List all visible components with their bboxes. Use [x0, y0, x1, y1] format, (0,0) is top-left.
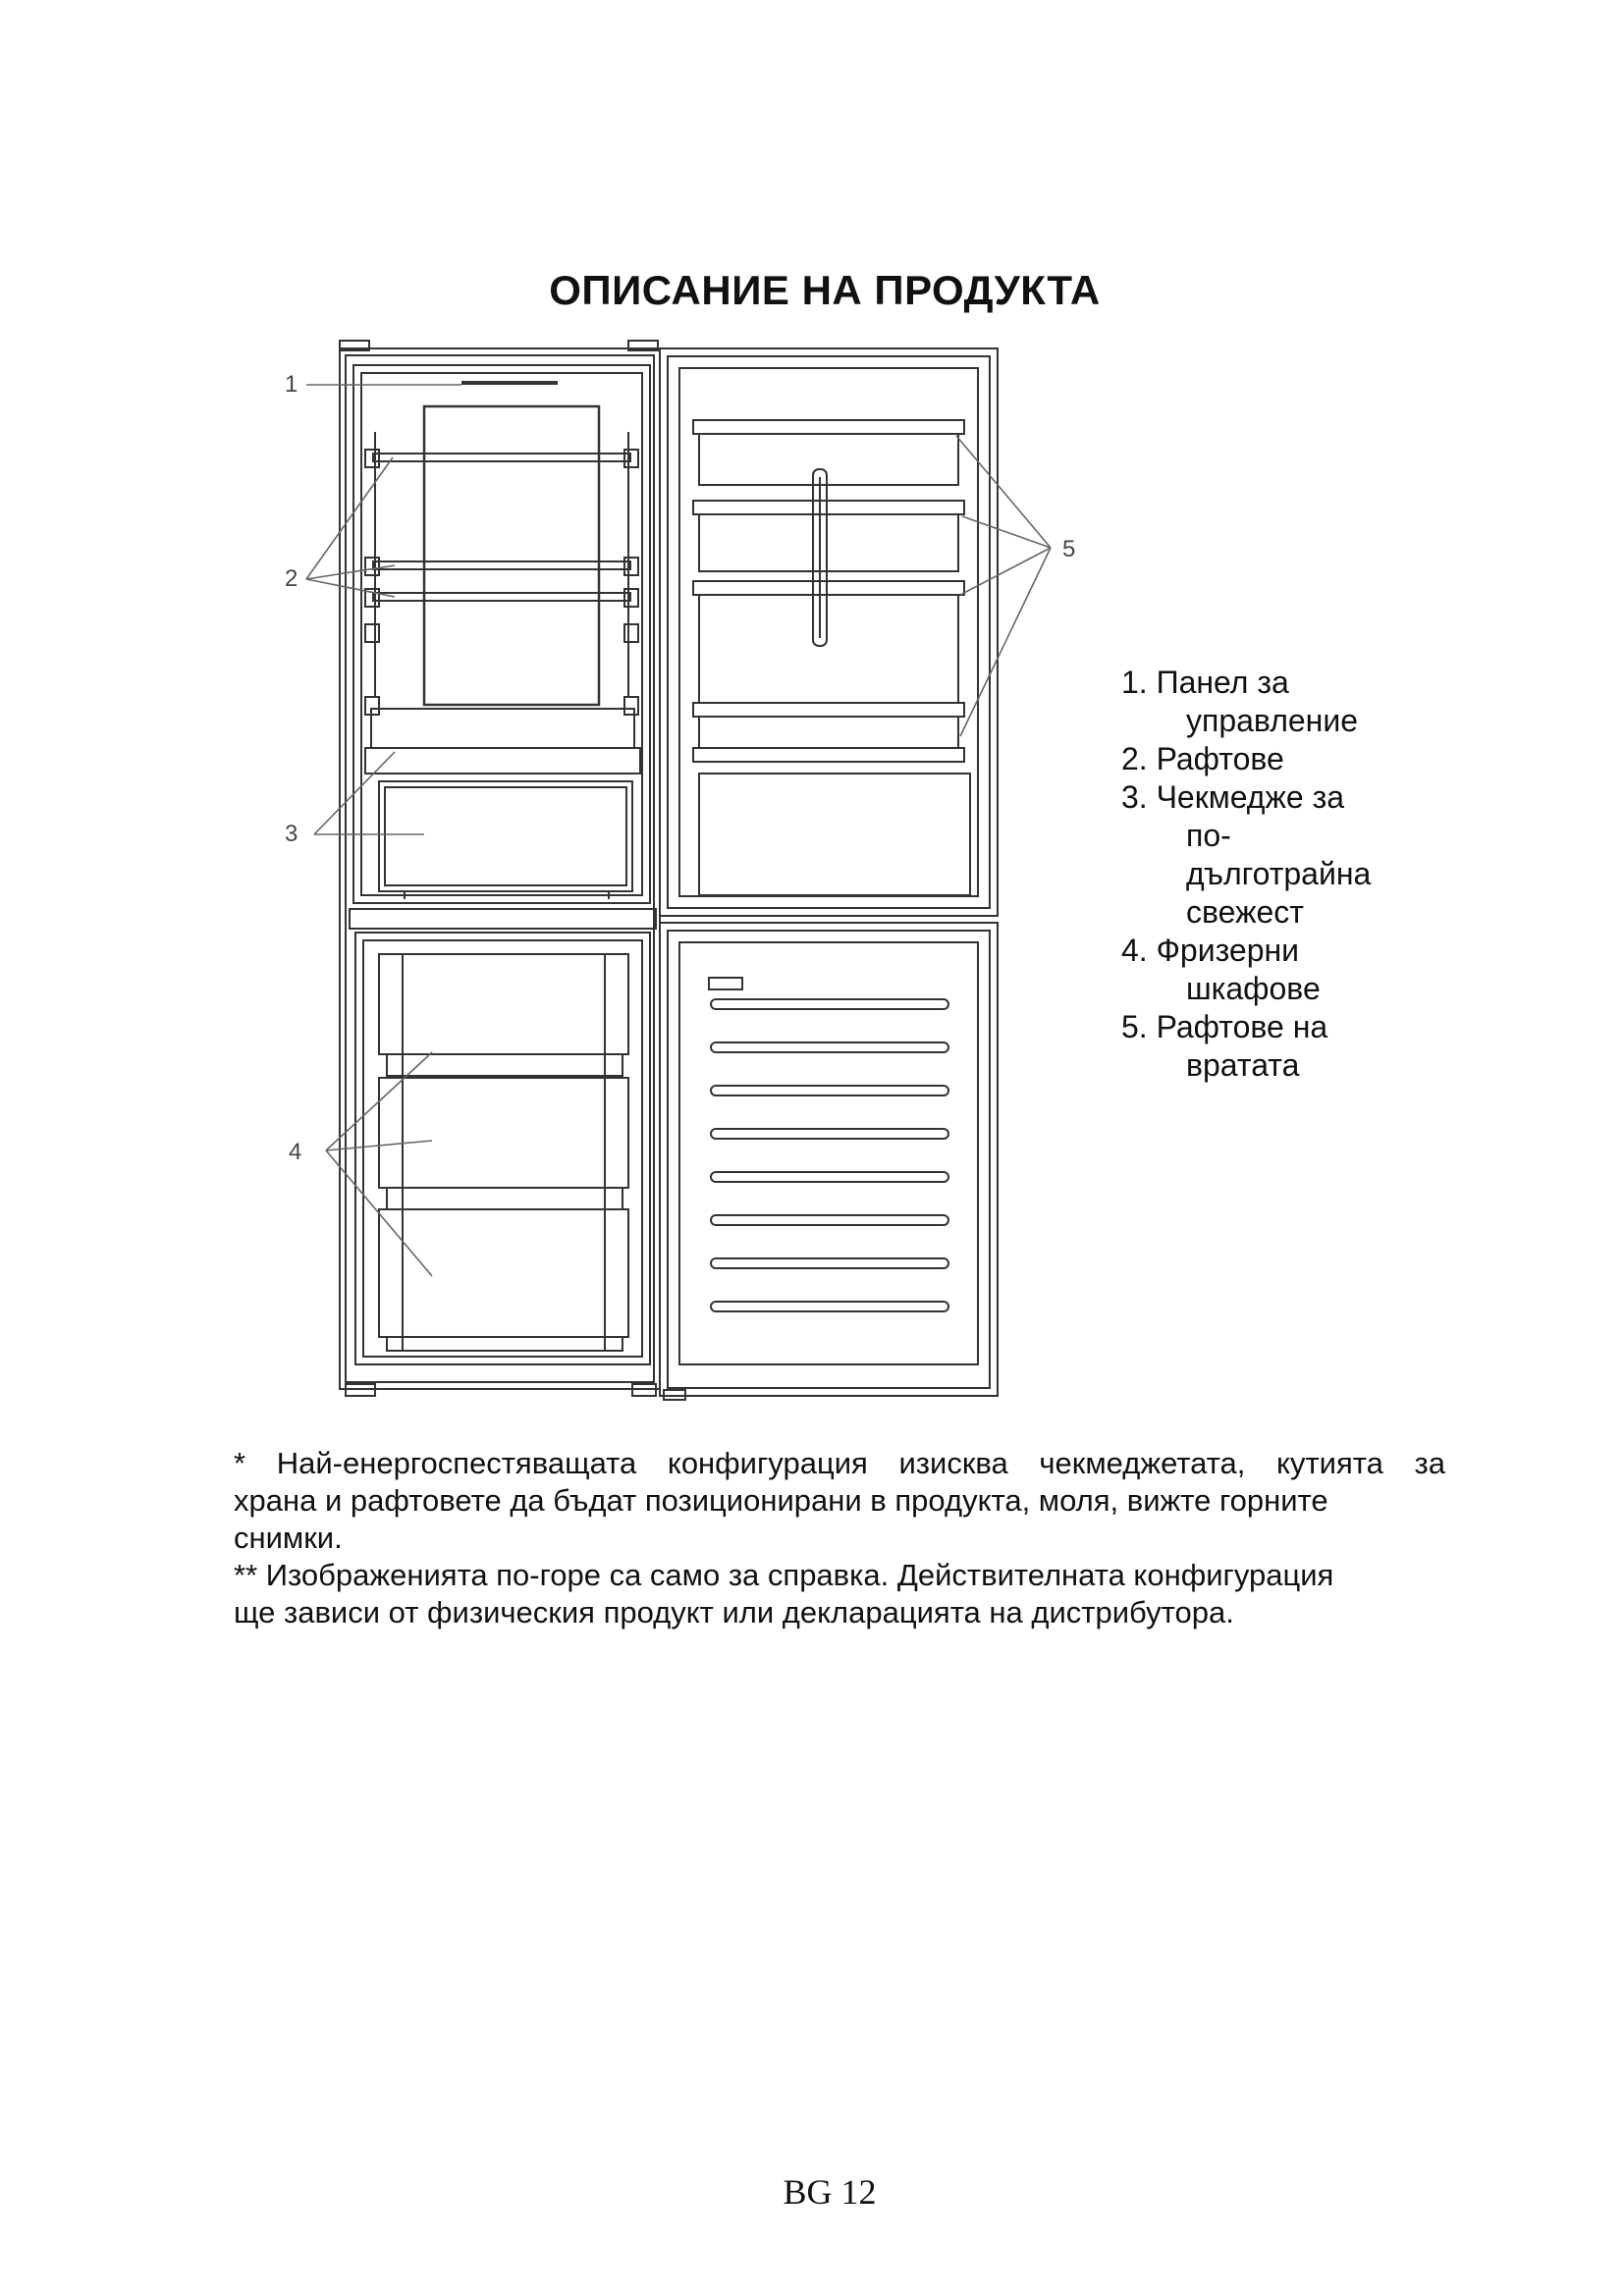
note-1-line-3: снимки. — [234, 1521, 343, 1555]
legend-item-5-cont: вратата — [1186, 1047, 1300, 1083]
note-2-line-2: ще зависи от физическия продукт или декларацията на дистрибутора. — [234, 1595, 1234, 1629]
legend-item-1-cont: управление — [1186, 703, 1358, 738]
legend-item-3-cont-b: дълготрайна — [1186, 856, 1372, 891]
freezer-door — [660, 923, 998, 1400]
page-title: ОПИСАНИЕ НА ПРОДУКТА — [549, 267, 1101, 313]
callout-4: 4 — [289, 1139, 302, 1165]
legend-item-2: 2. Рафтове — [1121, 741, 1284, 776]
note-2-line-1: ** Изображенията по-горе са само за справка. Действителната конфигурация — [234, 1558, 1334, 1592]
legend — [1121, 664, 1371, 1085]
legend-item-1: 1. Панел за — [1121, 665, 1289, 700]
freezer-door-ridges — [711, 999, 948, 1311]
note-1-line-1: * Най-енергоспестяващата конфигурация изисква чекмеджетата, кутията за — [234, 1446, 1445, 1480]
callout-5: 5 — [1062, 536, 1076, 562]
callout-3: 3 — [285, 821, 298, 847]
page-number: BG 12 — [783, 2172, 877, 2212]
legend-item-4-cont: шкафове — [1186, 971, 1321, 1006]
note-1-line-2: храна и рафтовете да бъдат позиционирани в продукта, моля, вижте горните — [234, 1483, 1328, 1518]
legend-item-3-cont-a: по- — [1186, 818, 1231, 853]
door-shelves — [693, 420, 970, 895]
callout-1: 1 — [285, 371, 298, 398]
legend-item-3-cont-c: свежест — [1186, 894, 1304, 930]
callout-2: 2 — [285, 565, 298, 592]
legend-item-3: 3. Чекмедже за — [1121, 779, 1345, 815]
fridge-cabinet — [340, 341, 660, 1396]
freezer-drawers — [379, 954, 628, 1351]
legend-item-4: 4. Фризерни — [1121, 933, 1300, 968]
shelves — [365, 450, 638, 715]
notes — [234, 1445, 1445, 1631]
legend-item-5: 5. Рафтове на — [1121, 1009, 1328, 1044]
fridge-door — [660, 348, 998, 916]
